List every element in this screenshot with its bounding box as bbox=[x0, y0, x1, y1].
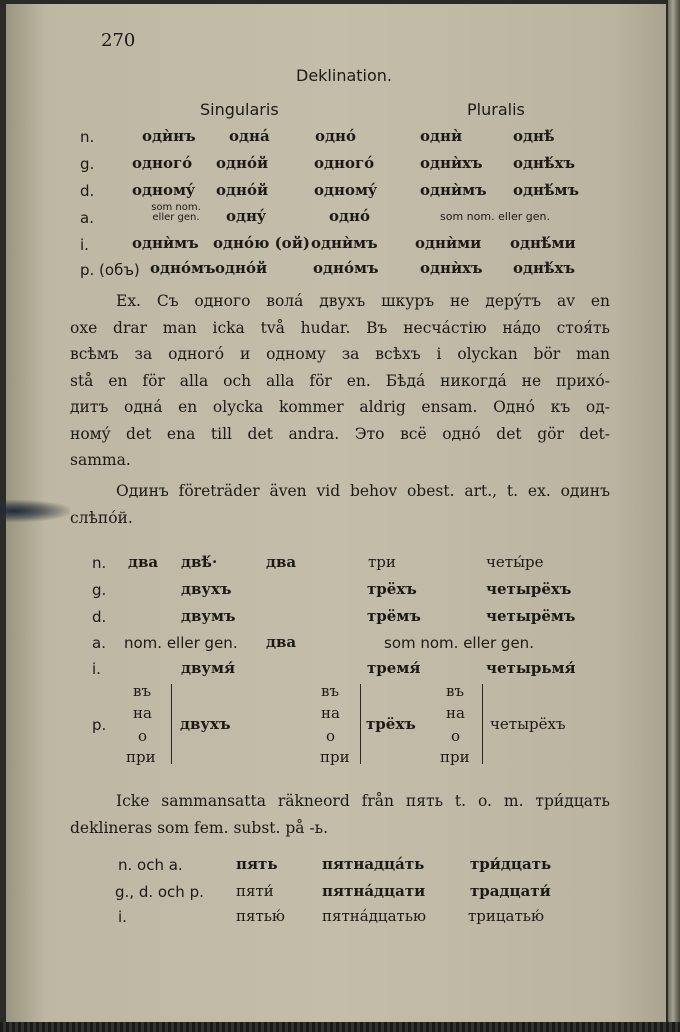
text-line: samma. bbox=[70, 451, 131, 469]
preposition: на bbox=[133, 704, 152, 722]
note-line: som nom. bbox=[151, 202, 201, 213]
case-label: n. bbox=[80, 128, 95, 146]
book-bottom-edge bbox=[0, 1022, 680, 1032]
case-label: a. bbox=[92, 634, 106, 652]
table-cell: однóй bbox=[216, 154, 269, 172]
table-cell: однѣ́ bbox=[513, 127, 555, 145]
case-label: a. bbox=[80, 209, 94, 227]
table-cell: однá bbox=[229, 127, 270, 145]
case-label: p. (объ) bbox=[80, 261, 140, 279]
table-cell: однѣ́хъ bbox=[513, 259, 575, 277]
note-line: eller gen. bbox=[152, 212, 200, 223]
case-label: g. bbox=[80, 155, 95, 173]
preposition: въ bbox=[321, 682, 339, 700]
table-cell: трёхъ bbox=[367, 580, 417, 598]
table-cell: три bbox=[368, 553, 396, 571]
text-line: Одинъ företräder även vid behov obest. art., t. ex. одинъ bbox=[116, 482, 610, 500]
table-cell-note: som nom. eller gen. bbox=[384, 634, 534, 652]
case-label: d. bbox=[80, 182, 95, 200]
text-line: Ex. Съ одного волá двухъ шкуръ не дерýтъ av en bbox=[116, 292, 610, 310]
table-cell: традцати́ bbox=[470, 882, 551, 900]
table-cell: однóю (ой) bbox=[213, 234, 310, 252]
case-label: i. bbox=[80, 236, 89, 254]
brace bbox=[171, 684, 172, 764]
case-label: n. bbox=[92, 554, 107, 572]
case-label: g., d. och p. bbox=[115, 883, 204, 901]
table-cell: однѝмъ bbox=[420, 181, 487, 199]
table-cell: двухъ bbox=[180, 715, 231, 733]
case-label: d. bbox=[92, 608, 107, 626]
table-cell: однѝхъ bbox=[420, 259, 483, 277]
preposition: при bbox=[440, 748, 470, 766]
table-cell: однѝмъ bbox=[311, 234, 378, 252]
thumb-shadow bbox=[0, 500, 70, 522]
table-cell: одномý bbox=[132, 181, 195, 199]
case-label: g. bbox=[92, 581, 107, 599]
table-cell: одномý bbox=[314, 181, 377, 199]
table-cell: пять bbox=[236, 855, 278, 873]
table-cell: двумя́ bbox=[181, 659, 236, 677]
table-cell: однѣ́мъ bbox=[513, 181, 580, 199]
brace bbox=[360, 684, 361, 764]
table-cell: пятнадцáть bbox=[322, 855, 425, 873]
preposition: при bbox=[126, 748, 156, 766]
table-cell: однѝ bbox=[420, 127, 463, 145]
table-cell: четырёмъ bbox=[486, 607, 576, 625]
text-line: oxe drar man icka två hudar. Въ несчáстiю нáдо стоя́ть bbox=[70, 318, 610, 337]
table-cell: пятью́ bbox=[236, 907, 285, 925]
text-line: слѣпóй. bbox=[70, 508, 133, 527]
table-cell-note bbox=[146, 203, 206, 223]
table-cell: однѣ́ми bbox=[510, 234, 576, 252]
preposition: на bbox=[446, 704, 465, 722]
table-cell: два bbox=[128, 553, 159, 571]
table-cell: одногó bbox=[314, 154, 375, 172]
case-label: i. bbox=[92, 660, 101, 678]
table-cell: однó bbox=[315, 127, 356, 145]
text-line: Icke sammansatta räkneord från пять t. o. m. три́дцать bbox=[116, 792, 610, 810]
table-cell: четырёхъ bbox=[486, 580, 572, 598]
table-cell: однóй bbox=[216, 181, 269, 199]
table-cell: двухъ bbox=[181, 580, 232, 598]
table-cell: пятнáдцатью bbox=[322, 907, 427, 925]
case-label: i. bbox=[118, 908, 127, 926]
page-heading: Deklination. bbox=[296, 66, 392, 85]
table-cell: одѝнъ bbox=[142, 127, 196, 145]
text-line: дитъ однá en olycka kommer aldrig ensam. Однó къ од- bbox=[70, 398, 610, 416]
table-cell: четырёхъ bbox=[490, 715, 566, 733]
preposition: въ bbox=[446, 682, 464, 700]
table-cell: одногó bbox=[132, 154, 193, 172]
table-cell: четы́ре bbox=[486, 553, 544, 571]
table-cell: двумъ bbox=[181, 607, 236, 625]
text-line: stå en för alla och alla för en. Бѣдá никогдá не прихó- bbox=[70, 371, 610, 390]
brace bbox=[482, 684, 483, 764]
table-cell: трицатью́ bbox=[468, 907, 545, 925]
paragraph-numerals-rule bbox=[70, 788, 610, 841]
page-edge bbox=[668, 0, 680, 1032]
header-singularis: Singularis bbox=[200, 100, 279, 119]
preposition: о bbox=[326, 727, 336, 745]
table-cell: двѣ́· bbox=[181, 553, 218, 571]
table-cell: пяти́ bbox=[236, 882, 274, 900]
table-cell: трёхъ bbox=[366, 715, 416, 733]
preposition: при bbox=[320, 748, 350, 766]
page-number: 270 bbox=[101, 30, 136, 51]
preposition: въ bbox=[133, 682, 151, 700]
table-cell: однóмъ bbox=[150, 259, 216, 277]
table-cell-note: nom. eller gen. bbox=[124, 634, 238, 652]
table-cell: три́дцать bbox=[470, 855, 552, 873]
table-cell: однѝхъ bbox=[420, 154, 483, 172]
text-line: номý det ena till det andra. Это всё однó det gör det- bbox=[70, 424, 610, 443]
table-cell: однѝми bbox=[415, 234, 482, 252]
table-cell-note: som nom. eller gen. bbox=[440, 210, 550, 223]
table-cell: однó bbox=[329, 207, 370, 225]
paragraph-examples bbox=[70, 288, 610, 474]
table-cell: однѣ́хъ bbox=[513, 154, 575, 172]
table-cell: два bbox=[266, 633, 297, 651]
table-cell: четырьмя́ bbox=[486, 659, 576, 677]
table-cell: однóмъ bbox=[313, 259, 379, 277]
header-pluralis: Pluralis bbox=[467, 100, 525, 119]
preposition: о bbox=[138, 727, 148, 745]
table-cell: однѝмъ bbox=[132, 234, 199, 252]
case-label: n. och a. bbox=[118, 856, 183, 874]
preposition: на bbox=[321, 704, 340, 722]
table-cell: пятнáдцати bbox=[322, 882, 426, 900]
text-line: всѣмъ за одногó и одному за всѣхъ i olyckan bör man bbox=[70, 345, 610, 363]
case-label: p. bbox=[92, 716, 107, 734]
table-cell: тремя́ bbox=[367, 659, 421, 677]
table-cell: трёмъ bbox=[367, 607, 421, 625]
table-cell: два bbox=[266, 553, 297, 571]
table-cell: однóй bbox=[215, 259, 268, 277]
paragraph-indefinite-article bbox=[70, 478, 610, 531]
text-line: deklineras som fem. subst. på -ь. bbox=[70, 818, 329, 837]
table-cell: однý bbox=[226, 207, 266, 225]
preposition: о bbox=[451, 727, 461, 745]
